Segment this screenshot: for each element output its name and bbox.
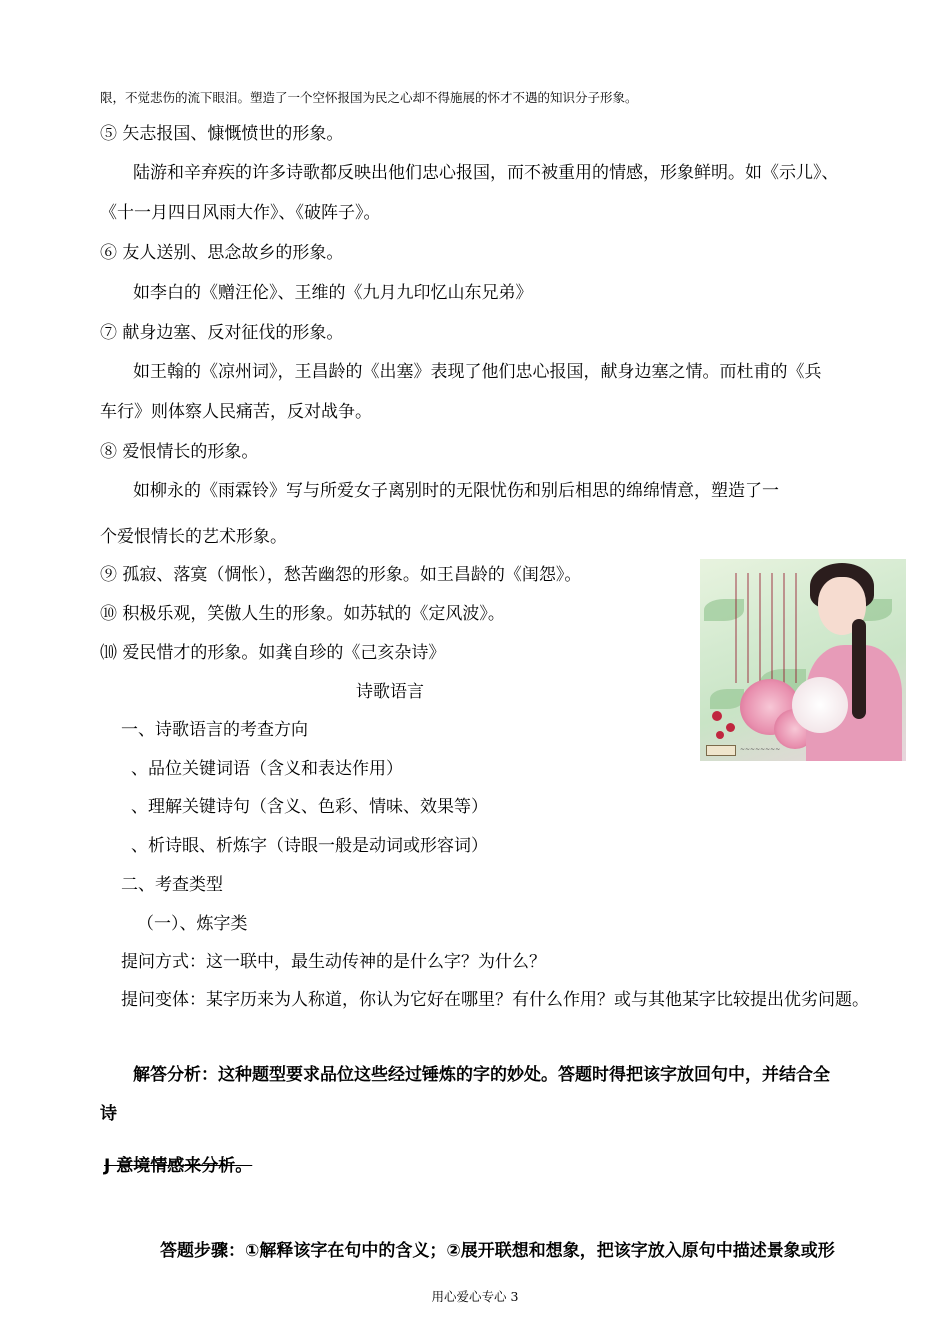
text-line: 个爱恨情长的艺术形象。: [100, 527, 287, 547]
answer-steps: 答题步骤：①解释该字在句中的含义；②展开联想和想象，把该字放入原句中描述景象或形: [160, 1241, 835, 1261]
analysis-line: 解答分析：这种题型要求品位这些经过锤炼的字的妙处。答题时得把该字放回句中，并结合全: [133, 1065, 830, 1085]
text-line: 陆游和辛弃疾的许多诗歌都反映出他们忠心报国，而不被重用的情感，形象鲜明。如《示儿》、: [133, 163, 839, 183]
item-heading: ⑨ 孤寂、落寞（惆怅），愁苦幽怨的形象。如王昌龄的《闺怨》。: [100, 565, 582, 585]
analysis-line: 诗: [100, 1104, 117, 1124]
item-heading: ⑩ 积极乐观，笑傲人生的形象。如苏轼的《定风波》。: [100, 604, 505, 624]
question-format: 提问方式：这一联中，最生动传神的是什么字？为什么？: [121, 952, 546, 972]
illustration-woman-with-fan: ~~~~~~~~: [700, 559, 906, 761]
list-item: 、品位关键词语（含义和表达作用）: [131, 759, 403, 779]
question-variant: 提问变体：某字历来为人称道，你认为它好在哪里？有什么作用？或与其他某字比较提出优劣问题。: [121, 990, 869, 1010]
text-line: 限，不觉悲伤的流下眼泪。塑造了一个空怀报国为民之心却不得施展的怀才不遇的知识分子形象。: [100, 90, 638, 105]
list-item: 、析诗眼、析炼字（诗眼一般是动词或形容词）: [131, 836, 488, 856]
analysis-line: J 意境情感来分析。: [104, 1156, 253, 1176]
text-line: 如王翰的《凉州词》，王昌龄的《出塞》表现了他们忠心报国，献身边塞之情。而杜甫的《兵: [133, 362, 822, 382]
item-heading: ⑦ 献身边塞、反对征伐的形象。: [100, 323, 344, 343]
item-heading: ⑥ 友人送别、思念故乡的形象。: [100, 243, 344, 263]
subheading: （一）、炼字类: [137, 914, 248, 934]
heading-1: 一、诗歌语言的考查方向: [121, 720, 308, 740]
heading-2: 二、考查类型: [121, 875, 223, 895]
text-line: 如柳永的《雨霖铃》写与所爱女子离别时的无限忧伤和别后相思的绵绵情意，塑造了一: [133, 481, 779, 501]
item-heading: ⑧ 爱恨情长的形象。: [100, 442, 259, 462]
list-item: 、理解关键诗句（含义、色彩、情味、效果等）: [131, 797, 488, 817]
text-line: 《十一月四日风雨大作》、《破阵子》。: [100, 203, 381, 223]
section-title: 诗歌语言: [356, 682, 424, 702]
text-line: 如李白的《赠汪伦》、王维的《九月九印忆山东兄弟》: [133, 283, 533, 303]
text-line: 车行》则体察人民痛苦，反对战争。: [100, 402, 372, 422]
item-heading: ⑤ 矢志报国、慷慨愤世的形象。: [100, 124, 344, 144]
item-heading: ⑽ 爱民惜才的形象。如龚自珍的《己亥杂诗》: [100, 643, 446, 663]
page-footer: 用心爱心专心 3: [431, 1289, 519, 1304]
